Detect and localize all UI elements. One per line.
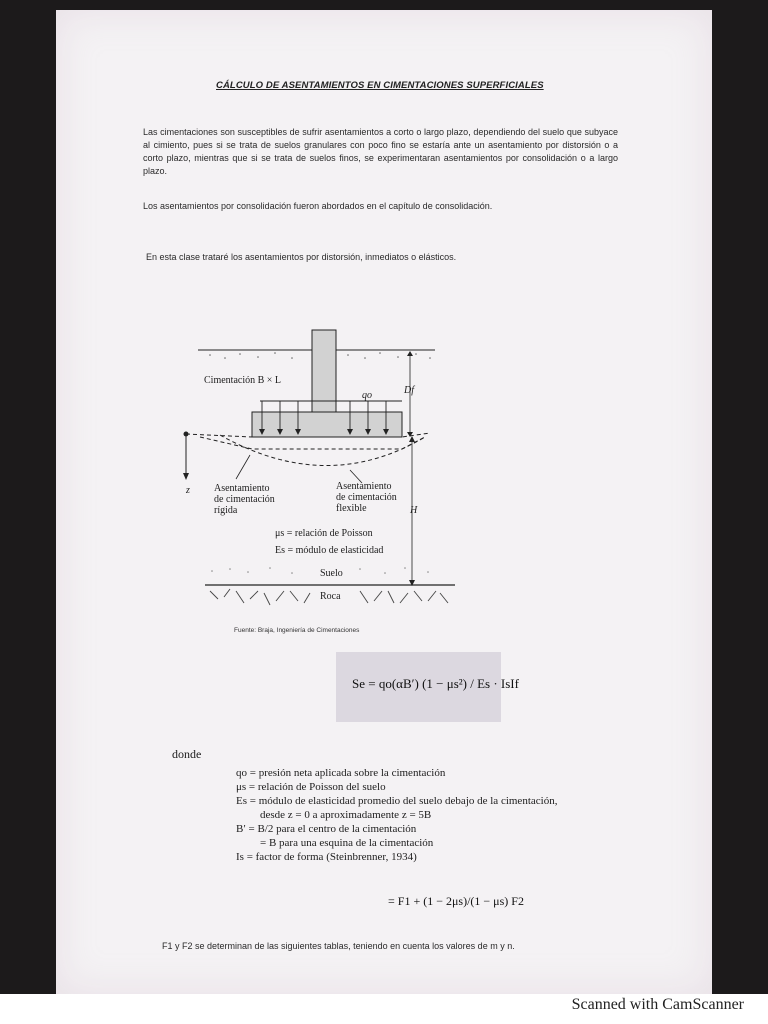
closing-sentence: F1 y F2 se determinan de las siguientes tablas, teniendo en cuenta los valores de m y n. (162, 941, 515, 951)
settlement-formula: Se = qo(αB′) (1 − μs²) / Es · IsIf (352, 676, 519, 691)
definition-qo: qo = presión neta aplicada sobre la cimentación (236, 767, 446, 779)
z-axis-label: z (186, 485, 190, 496)
definition-b-center: B′ = B/2 para el centro de la cimentación (236, 823, 417, 835)
foundation-drawing (180, 325, 470, 625)
figure-source: Fuente: Braja, Ingeniería de Cimentaciones (234, 627, 360, 634)
qo-label: qo (362, 390, 372, 401)
definition-b-corner: = B para una esquina de la cimentación (260, 837, 434, 849)
soil-label: Suelo (320, 568, 343, 579)
rigid-settlement-label: Asentamiento de cimentación rígida (214, 483, 275, 516)
poisson-ratio-label: μs = relación de Poisson (275, 528, 373, 539)
shape-factor-formula: = F1 + (1 − 2μs)/(1 − μs) F2 (388, 894, 524, 908)
definition-es: Es = módulo de elasticidad promedio del suelo debajo de la cimentación, (236, 795, 558, 807)
definition-mu: μs = relación de Poisson del suelo (236, 781, 386, 793)
definition-is: Is = factor de forma (Steinbrenner, 1934) (236, 851, 417, 863)
donde-label: donde (172, 747, 202, 761)
flexible-settlement-label: Asentamiento de cimentación flexible (336, 481, 397, 514)
camscanner-watermark: Scanned with CamScanner (571, 996, 744, 1013)
consolidation-paragraph: Los asentamientos por consolidación fueron abordados en el capítulo de consolidación. (143, 201, 493, 211)
definitions-list (236, 766, 636, 864)
h-label: H (410, 505, 418, 516)
document-title: CÁLCULO DE ASENTAMIENTOS EN CIMENTACIONES SUPERFICIALES (216, 80, 544, 91)
class-scope-paragraph: En esta clase trataré los asentamientos por distorsión, inmediatos o elásticos. (146, 252, 457, 262)
intro-paragraph: Las cimentaciones son susceptibles de sufrir asentamientos a corto o largo plazo, dependiendo del suelo que subyace al cimiento, pues si se trata de suelos granulares con poco fino se estaría ante un asentamiento por distorsión o a corto plazo, mientras que si se trata de suelos finos, se experimentaran asentamientos por consolidación o a largo plazo. (143, 127, 618, 176)
definition-es-range: desde z = 0 a aproximadamente z = 5B (260, 809, 432, 821)
rock-label: Roca (320, 591, 341, 602)
df-label: Df (404, 385, 414, 396)
elastic-modulus-label: Es = módulo de elasticidad (275, 545, 384, 556)
footing-dimensions-label: Cimentación B × L (204, 375, 282, 386)
foundation-diagram (180, 325, 470, 625)
